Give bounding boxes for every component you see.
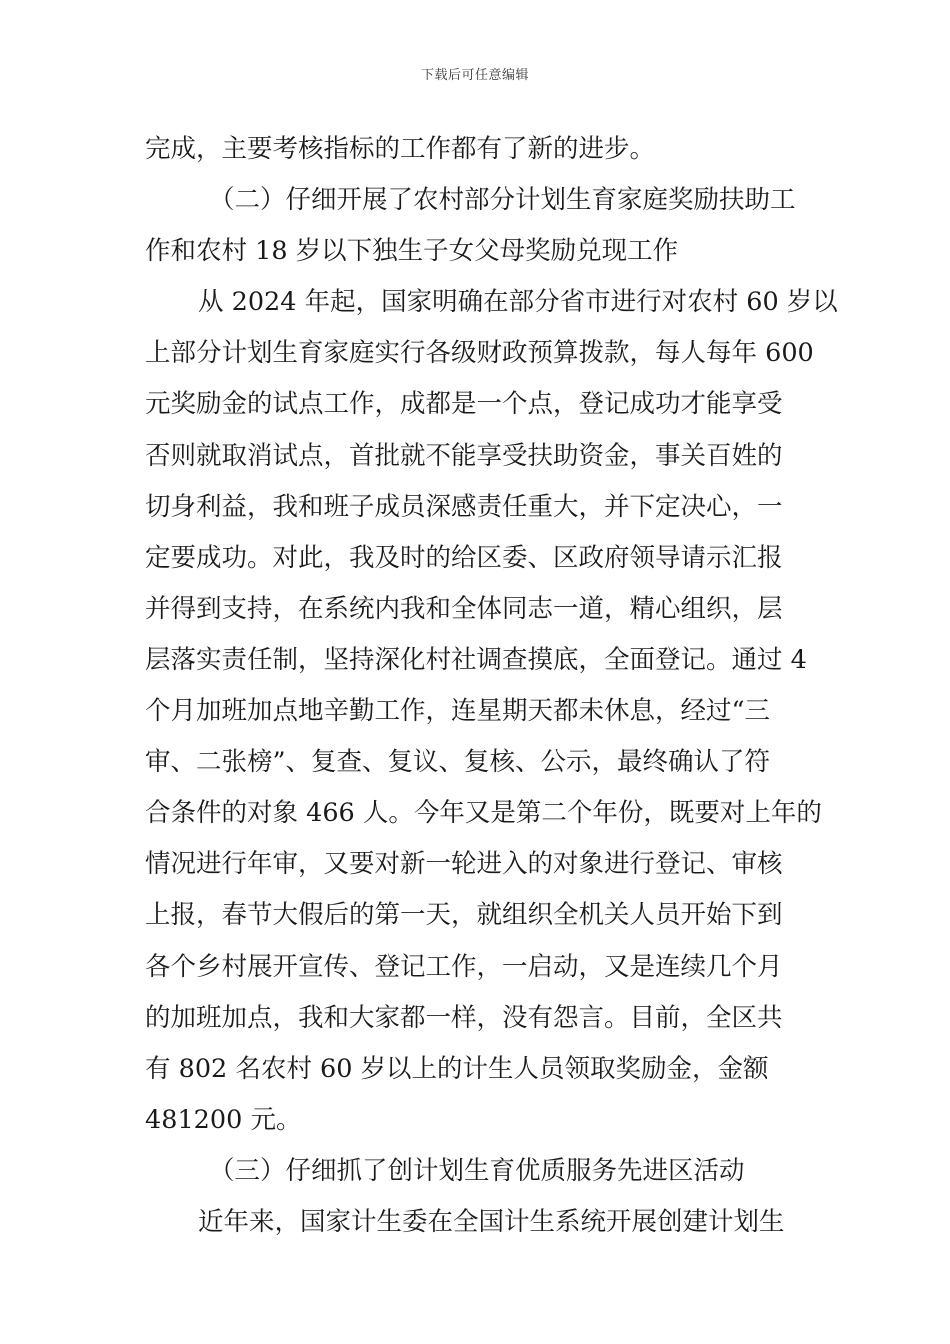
text-line: 近年来，国家计生委在全国计生系统开展创建计划生 [198, 1206, 785, 1237]
text-line: 合条件的对象 466 人。今年又是第二个年份，既要对上年的 [145, 798, 822, 829]
text-line: 上部分计划生育家庭实行各级财政预算拨款，每人每年 600 [145, 338, 814, 369]
text-line: 完成，主要考核指标的工作都有了新的进步。 [145, 134, 656, 164]
text-line: 元奖励金的试点工作，成都是一个点，登记成功才能享受 [145, 389, 783, 420]
text-line: 情况进行年审，又要对新一轮进入的对象进行登记、审核 [145, 849, 783, 880]
section-heading-3: （三）仔细抓了创计划生育优质服务先进区活动 [209, 1155, 745, 1186]
text-line: 的加班加点，我和大家都一样，没有怨言。目前，全区共 [145, 1002, 783, 1033]
text-line: 否则就取消试点，首批就不能享受扶助资金，事关百姓的 [145, 440, 783, 471]
text-line: 各个乡村展开宣传、登记工作，一启动，又是连续几个月 [145, 951, 783, 982]
section-heading-2-line-1: （二）仔细开展了农村部分计划生育家庭奖励扶助工 [209, 185, 796, 216]
section-heading-2-line-2: 作和农村 18 岁以下独生子女父母奖励兑现工作 [145, 236, 679, 267]
text-line: 有 802 名农村 60 岁以上的计生人员领取奖励金，金额 [145, 1053, 769, 1084]
text-line: 切身利益，我和班子成员深感责任重大，并下定决心，一 [145, 491, 783, 522]
page-header-note: 下载后可任意编辑 [420, 68, 529, 83]
text-line: 个月加班加点地辛勤工作，连星期天都未休息，经过“三 [145, 696, 771, 727]
text-line: 从 2024 年起，国家明确在部分省市进行对农村 60 岁以 [198, 287, 838, 318]
text-line: 481200 元。 [145, 1104, 302, 1135]
document-body [145, 124, 838, 1248]
text-line: 并得到支持，在系统内我和全体同志一道，精心组织，层 [145, 593, 783, 624]
text-line: 定要成功。对此，我及时的给区委、区政府领导请示汇报 [145, 542, 783, 573]
text-line: 审、二张榜”、复查、复议、复核、公示，最终确认了符 [145, 747, 771, 778]
text-line: 上报，春节大假后的第一天，就组织全机关人员开始下到 [145, 900, 783, 931]
text-line: 层落实责任制，坚持深化村社调查摸底，全面登记。通过 4 [145, 644, 807, 675]
